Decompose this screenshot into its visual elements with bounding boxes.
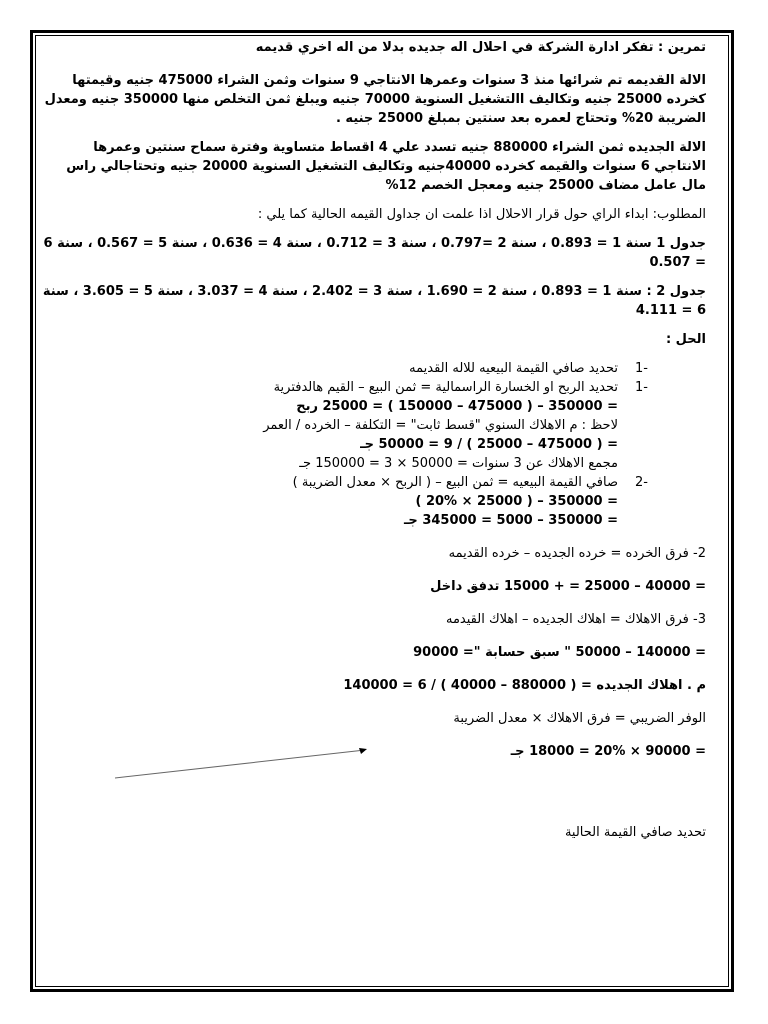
tax-saving-heading: الوفر الضريبي = فرق الاهلاك × معدل الضريبة [453, 711, 706, 726]
sub-1-line: = ( 475000 – 25000 ) / 9 = 50000 جـ [360, 437, 618, 452]
sub-1-line: مجمع الاهلاك عن 3 سنوات = 50000 × 3 = 150000 جـ [299, 456, 618, 471]
step-1-text: تحديد صافي القيمة البيعيه للاله القديمه [409, 361, 618, 376]
step-3-note: م . اهلاك الجديده = ( 880000 – 40000 ) / 6 = 140000 [343, 678, 706, 693]
sub-2-line: صافي القيمة البيعيه = ثمن البيع – ( الربح × معدل الضريبة ) [292, 475, 618, 490]
sub-1-line: = 350000 – ( 475000 – 150000 ) = 25000 ربح [296, 399, 618, 414]
old-machine-paragraph: الالة القديمه تم شرائها منذ 3 سنوات وعمرها الانتاجي 9 سنوات وثمن الشراء 475000 جنيه وقيمتها كخرده 25000 جنيه وتكاليف االتشغيل السنوية 70000 جنيه ويبلغ ثمن التخلص منها 350000 جنيه ومعدل الضريبة 20% وتحتاج لعمره بعد سنتين بمبلغ 25000 جنيه . [44, 73, 706, 126]
sub-step-2 [42, 473, 648, 530]
sub-step-2-number: -2 [635, 475, 648, 490]
sub-2-line: = 350000 – 5000 = 345000 جـ [403, 513, 618, 528]
sub-1-line: تحديد الربح او الخسارة الراسمالية = ثمن البيع – القيم هالدفترية [273, 380, 618, 395]
step-1-number: -1 [635, 361, 648, 376]
document-body [42, 38, 706, 852]
step-1-header [42, 359, 648, 378]
pv-table-2: جدول 2 : سنة 1 = 0.893 ، سنة 2 = 1.690 ، سنة 3 = 2.402 ، سنة 4 = 3.037 ، سنة 5 = 3.605 ، سنة 6 = 4.111 [42, 284, 706, 318]
required-paragraph: المطلوب: ابداء الراي حول قرار الاحلال اذا علمت ان جداول القيمه الحالية كما يلي : [257, 207, 706, 222]
step-1 [42, 359, 688, 530]
solution-heading: الحل : [665, 332, 706, 347]
exercise-title: تمرين : تفكر ادارة الشركة في احلال اله جديده بدلا من اله اخري قديمه [255, 40, 706, 55]
step-3-calc: = 140000 – 50000 " سبق حسابة "= 90000 [413, 645, 706, 660]
step-2-heading: 2- فرق الخرده = خرده الجديده – خرده القديمه [448, 546, 706, 561]
sub-step-1-lines [42, 378, 618, 473]
step-3-heading: 3- فرق الاهلاك = اهلاك الجديده – اهلاك القيدمه [446, 612, 706, 627]
pv-table-1: جدول 1 سنة 1 = 0.893 ، سنة 2 =0.797 ، سنة 3 = 0.712 ، سنة 4 = 0.636 ، سنة 5 = 0.567 ، سنة 6 = 0.507 [43, 236, 706, 270]
sub-step-1-number: -1 [635, 380, 648, 395]
npv-heading: تحديد صافي القيمة الحالية [564, 825, 706, 840]
new-machine-paragraph: الالة الجديده ثمن الشراء 880000 جنيه تسدد علي 4 اقساط متساوية وفترة سماح سنتين وعمرها الانتاجي 6 سنوات والقيمه كخرده 40000جنيه وتكاليف التشغيل السنوية 20000 جنيه وتحتاجالي راس مال عامل مضاف 25000 جنيه ومعجل الخصم 12% [66, 140, 706, 193]
sub-step-1 [42, 378, 648, 473]
arrow-line [115, 740, 375, 780]
sub-1-line: لاحظ : م الاهلاك السنوي "قسط ثابت" = التكلفة – الخرده / العمر [263, 418, 618, 433]
sub-step-2-lines [42, 473, 618, 530]
tax-saving-calc: = 90000 × 20% = 18000 جـ [510, 744, 706, 759]
step-2-calc: = 40000 – 25000 = + 15000 تدفق داخل [430, 579, 706, 594]
sub-2-line: = 350000 – ( 25000 × 20% ) [415, 494, 618, 509]
